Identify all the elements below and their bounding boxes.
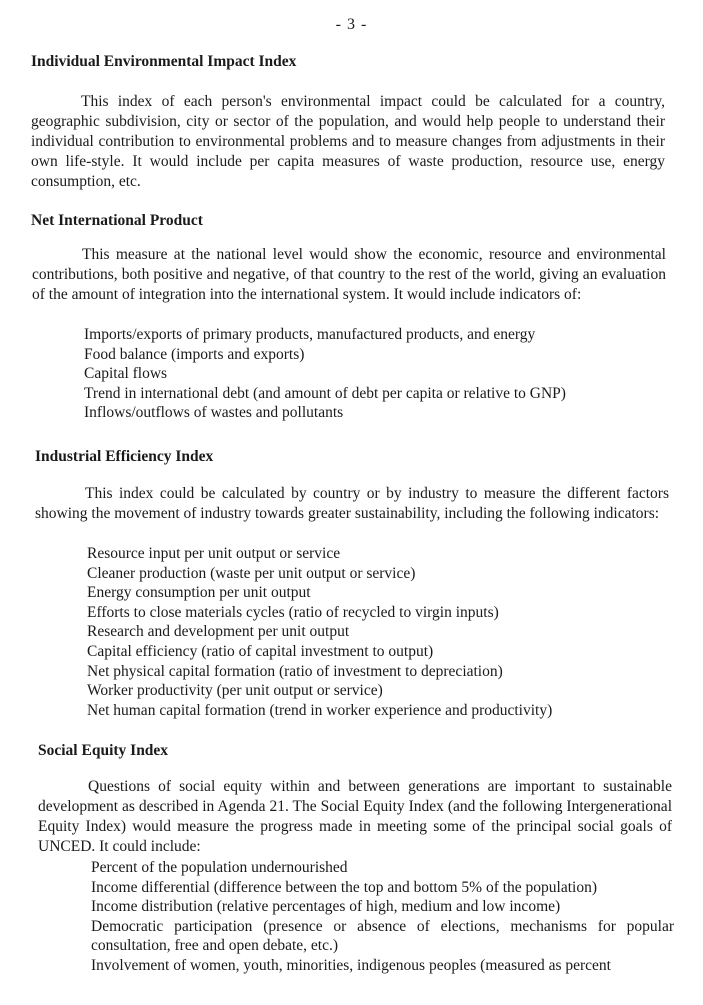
list-item: Net human capital formation (trend in worker experience and productivity) <box>87 701 553 719</box>
list-item: Capital flows <box>84 365 168 383</box>
list-item: Income differential (difference between the top and bottom 5% of the population) <box>91 878 598 896</box>
list-item: Capital efficiency (ratio of capital investment to output) <box>87 642 434 660</box>
list-item: Food balance (imports and exports) <box>84 345 305 363</box>
indicator-list-industrial-efficiency-index <box>87 544 552 720</box>
section-heading-industrial-efficiency-index: Industrial Efficiency Index <box>35 448 214 465</box>
section-heading-social-equity-index: Social Equity Index <box>38 742 169 759</box>
list-item: Net physical capital formation (ratio of investment to depreciation) <box>87 662 503 680</box>
section-paragraph-individual-environmental-impact-index: This index of each person's environmental impact could be calculated for a country, geographic subdivision, city or sector of the population, and would help people to understand their individual contribution to environmental problems and to measure changes from adjustments in their own life-style. It would include per capita measures of waste production, resource use, energy consumption, etc. <box>31 93 665 190</box>
list-item: Research and development per unit output <box>87 623 350 641</box>
list-item: Worker productivity (per unit output or service) <box>87 682 383 700</box>
list-item: Trend in international debt (and amount of debt per capita or relative to GNP) <box>84 384 566 402</box>
list-item: Resource input per unit output or service <box>87 545 341 562</box>
indicator-list-social-equity-index <box>91 858 674 976</box>
section-paragraph-net-international-product: This measure at the national level would show the economic, resource and environmental contributions, both positive and negative, of that country to the rest of the world, giving an evaluation of the amount of integration into the international system. It would include indicators of: <box>32 246 666 303</box>
list-item: Cleaner production (waste per unit output or service) <box>87 564 416 582</box>
section-paragraph-industrial-efficiency-index: This index could be calculated by country or by industry to measure the different factors showing the movement of industry towards greater sustainability, including the following indicators: <box>35 485 669 522</box>
list-item: Democratic participation (presence or absence of elections, mechanisms for popular consultation, free and open debate, etc.) <box>91 917 674 955</box>
list-item: Energy consumption per unit output <box>87 584 311 602</box>
section-paragraph-social-equity-index: Questions of social equity within and between generations are important to sustainable development as described in Agenda 21. The Social Equity Index (and the following Intergenerational Equity Index) would measure the progress made in meeting some of the principal social goals of UNCED. It could include: <box>38 778 672 855</box>
section-heading-individual-environmental-impact-index: Individual Environmental Impact Index <box>31 53 297 70</box>
list-item: Imports/exports of primary products, manufactured products, and energy <box>84 326 536 343</box>
list-item: Income distribution (relative percentages of high, medium and low income) <box>91 898 561 916</box>
page-number: - 3 - <box>335 16 368 33</box>
list-item: Efforts to close materials cycles (ratio of recycled to virgin inputs) <box>87 603 499 621</box>
list-item: Involvement of women, youth, minorities, indigenous peoples (measured as percent <box>91 956 611 974</box>
indicator-list-net-international-product <box>84 325 566 423</box>
section-heading-net-international-product: Net International Product <box>31 212 203 229</box>
list-item: Percent of the population undernourished <box>91 859 348 876</box>
list-item: Inflows/outflows of wastes and pollutants <box>84 404 344 422</box>
